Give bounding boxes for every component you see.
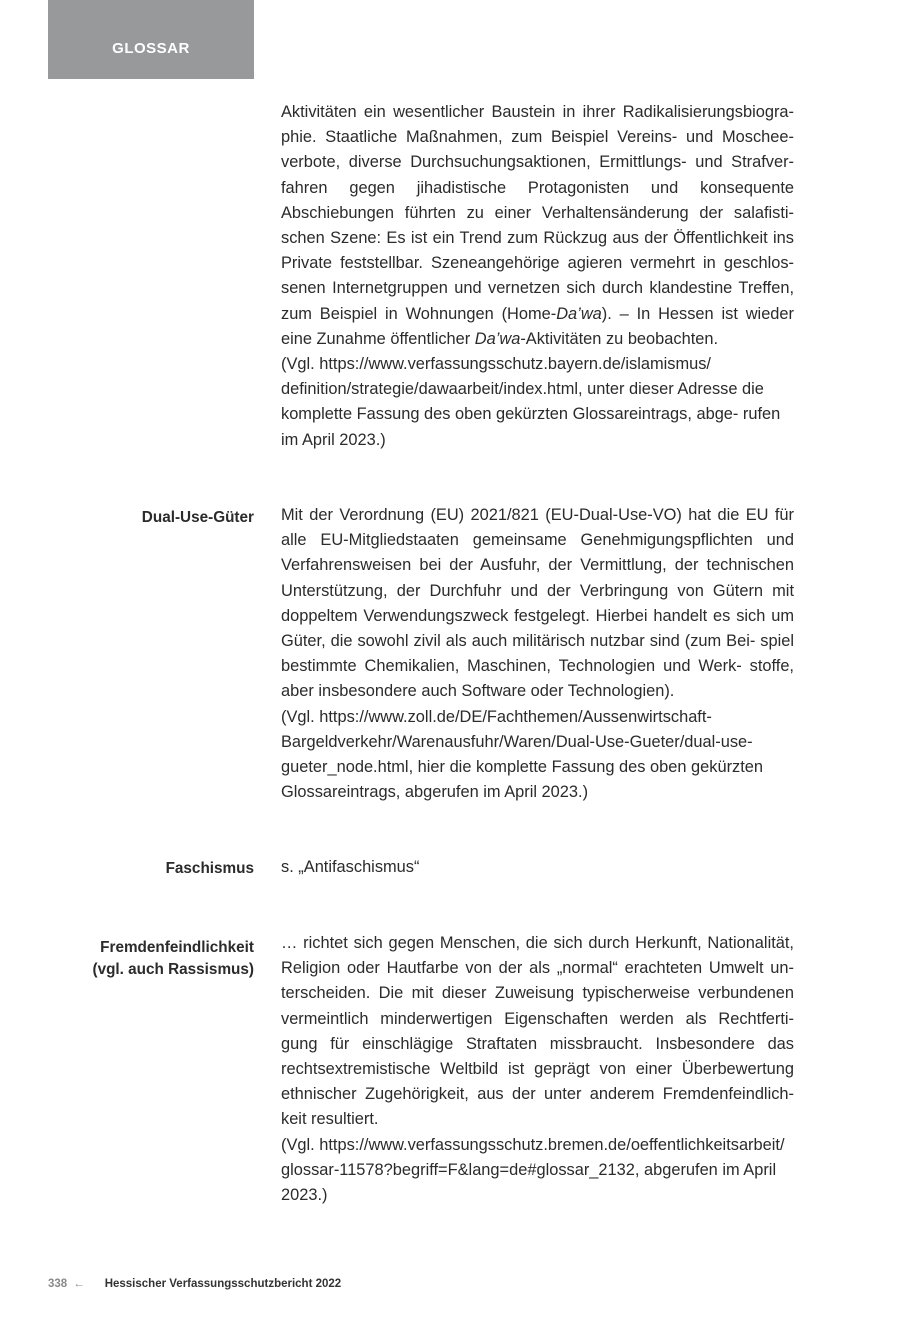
publication-title: Hessischer Verfassungsschutzbericht 2022 [104,1278,342,1290]
back-arrow-icon[interactable]: ← [73,1278,85,1290]
entry-body: s. „Antifaschismus“ [281,858,420,876]
entry-body: … richtet sich gegen Menschen, die sich durch Herkunft, Nationalität, Religion oder Hautfarbe von der als „normal“ erachteten Umwelt un- terscheiden. Die mit dieser Zuweisung typischerweise verbundenen vermeintlich minderwertigen Eigenschaften werden als Rechtferti- gung für einschlägige Straftaten missbraucht. Insbesondere das rechtsextremistische Weltbild ist geprägt von einer Überbewertung ethnischer Zugehörigkeit, aus der unter anderem Fremdenfeindlich- keit resultiert. [281,934,794,1129]
term-dual-use: Dual-Use-Güter [141,509,254,526]
entry-salafismus-continued [281,100,794,453]
entry-dual-use [281,503,794,805]
entry-reference: (Vgl. https://www.verfassungsschutz.bremen.de/oeffentlichkeitsarbeit/ glossar-11578?begriff=F&lang=de#glossar_2132, abgerufen im April 2023.) [281,1135,785,1205]
entry-reference: (Vgl. https://www.zoll.de/DE/Fachthemen/Aussenwirtschaft- Bargeldverkehr/Warenausfuhr/Waren/Dual-Use-Gueter/dual-use- gueter_node.html, hier die komplette Fassung des oben gekürzten Glossareintrags, abgerufen im April 2023.) [281,707,764,802]
term-fremdenfeindlichkeit [92,937,254,981]
term-line: (vgl. auch Rassismus) [92,961,254,978]
entry-fremdenfeindlichkeit [281,931,794,1208]
entry-body: Mit der Verordnung (EU) 2021/821 (EU-Dual-Use-VO) hat die EU für alle EU-Mitgliedstaaten gemeinsame Genehmigungspflichten und Verfahrensweisen bei der Ausfuhr, der Vermittlung, der technischen Unterstützung, der Durchfuhr und der Verbringung von Gütern mit doppeltem Verwendungszweck festgelegt. Hierbei handelt es sich um Güter, die sowohl zivil als auch militärisch nutzbar sind (zum Bei- spiel bestimmte Chemikalien, Maschinen, Technologien und Werk- stoffe, aber insbesondere auch Software oder Technologien). [281,506,794,701]
term-faschismus: Faschismus [165,860,254,877]
entry-reference: (Vgl. https://www.verfassungsschutz.bayern.de/islamismus/ definition/strategie/dawaarbeit/index.html, unter dieser Adresse die komplette Fassung des oben gekürzten Glossareintrags, abge- rufen im April 2023.) [281,355,781,449]
entry-faschismus [281,855,794,880]
page-footer [48,1278,341,1290]
page-number: 338 [48,1278,68,1290]
entry-body: Aktivitäten ein wesentlicher Baustein in ihrer Radikalisierungsbiogra- phie. Staatliche Maßnahmen, zum Beispiel Vereins- und Moschee- verbote, diverse Durchsuchungsaktionen, Ermittlungs- und Strafver- fahren gegen jihadistische Protagonisten und konsequente Abschiebungen führten zu einer Verhaltensänderung der salafisti- schen Szene: Es ist ein Trend zum Rückzug aus der Öffentlichkeit ins Private feststellbar. Szeneangehörige agieren vermehrt in geschlos- senen Internetgruppen und vernetzen sich durch klandestine Treffen, zum Beispiel in Wohnungen (Home-Da’wa). – In Hessen ist wieder eine Zunahme öffentlicher Da’wa-Aktivitäten zu beobachten. [281,103,794,348]
term-line: Fremdenfeindlichkeit [100,939,254,956]
section-tab: GLOSSAR [48,0,254,79]
